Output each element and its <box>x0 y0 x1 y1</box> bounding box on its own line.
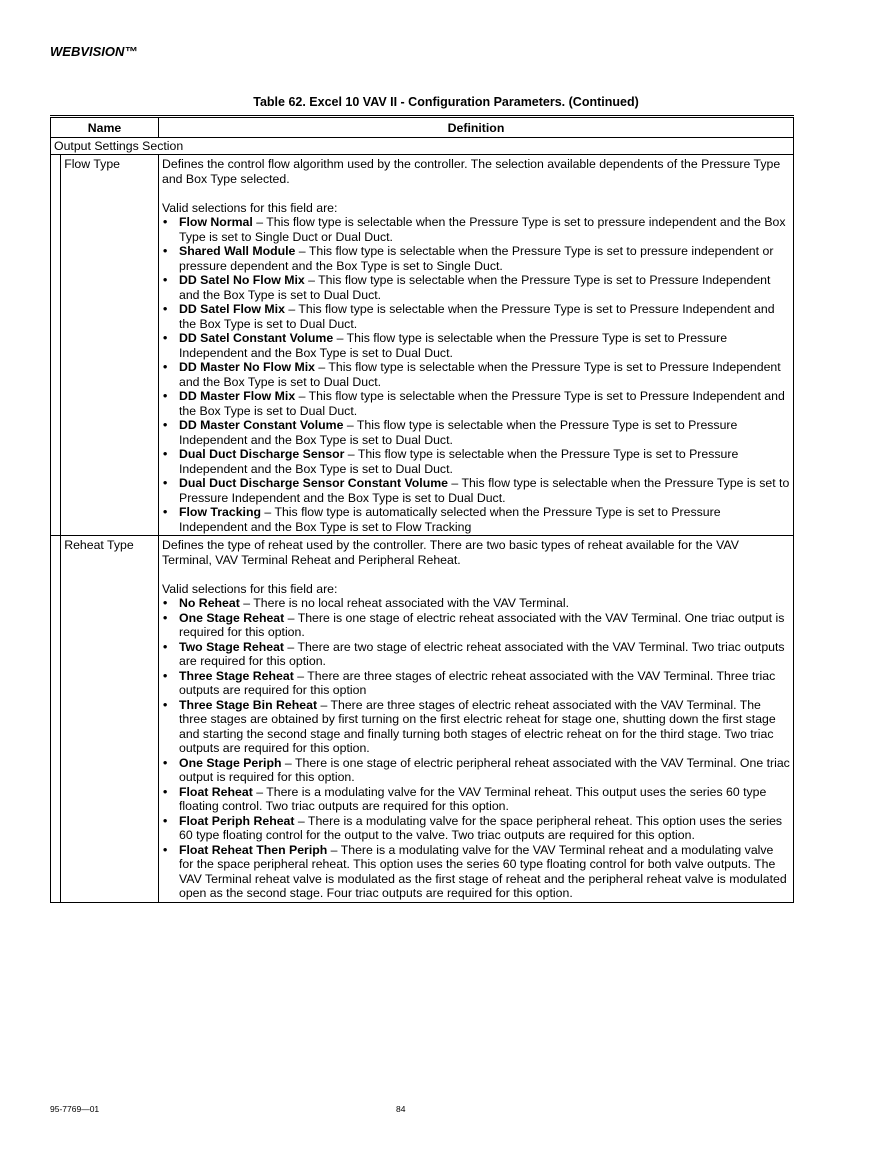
footer-page-number: 84 <box>396 1104 406 1114</box>
option-text: – This flow type is selectable when the Pressure Type is set to Pressure Independent and the Box Type is set to Dual Duct. <box>179 447 739 476</box>
option-text: – This flow type is selectable when the Pressure Type is set to Pressure Independent and the Box Type is set to Dual Duct. <box>179 302 775 331</box>
option-term: One Stage Reheat <box>179 610 285 625</box>
column-header-definition: Definition <box>159 117 794 138</box>
option-term: One Stage Periph <box>179 755 282 770</box>
option-text: – This flow type is selectable when the Pressure Type is set to pressure independent or pressure dependent and the Box Type is set to Single Duct. <box>179 244 774 273</box>
list-item: • Dual Duct Discharge Sensor – This flow type is selectable when the Pressure Type is set to Pressure Independent and the Box Type is set to Dual Duct. <box>163 447 739 476</box>
section-row <box>51 137 794 155</box>
list-item: • No Reheat – There is no local reheat associated with the VAV Terminal. <box>163 596 570 610</box>
option-term: DD Satel No Flow Mix <box>179 273 305 287</box>
definition-description: Defines the type of reheat used by the controller. There are two basic types of reheat available for the VAV Terminal, VAV Terminal Reheat and Peripheral Reheat. <box>162 538 739 567</box>
option-text: – This flow type is selectable when the Pressure Type is set to Pressure Independent and the Box Type is set to Dual Duct. <box>179 476 790 505</box>
option-text: – There is a modulating valve for the space peripheral reheat. This option uses the series 60 type floating control for the output to the valve. Two triac outputs are required for this option. <box>179 813 783 842</box>
option-text: – This flow type is selectable when the Pressure Type is set to Pressure Independent and the Box Type is set to Dual Duct. <box>179 360 781 389</box>
column-header-name: Name <box>51 117 159 138</box>
option-text: – This flow type is selectable when the Pressure Type is set to Pressure Independent and the Box Type is set to Dual Duct. <box>179 389 785 418</box>
section-label: Output Settings Section <box>51 137 794 155</box>
parameter-definition <box>159 155 794 536</box>
list-item: • Float Reheat Then Periph – There is a modulating valve for the VAV Terminal reheat and a modulating valve for the space peripheral reheat. This option uses the series 60 type floating control for both valve outputs. The VAV Terminal reheat valve is modulated as the first stage of reheat and the peripheral reheat valve is modulated open as the second stage. Four triac outputs are required for this option. <box>163 842 787 900</box>
option-text: – There are two stage of electric reheat associated with the VAV Terminal. Two triac outputs are required for this option. <box>179 639 785 668</box>
option-text: – This flow type is automatically selected when the Pressure Type is set to Pressure Independent and the Box Type is set to Flow Tracking <box>179 505 721 534</box>
list-item: • Float Periph Reheat – There is a modulating valve for the space peripheral reheat. This option uses the series 60 type floating control for the output to the valve. Two triac outputs are required for this option. <box>163 813 783 842</box>
parameter-name: Flow Type <box>61 155 159 536</box>
list-item: • Three Stage Bin Reheat – There are three stages of electric reheat associated with the VAV Terminal. The three stages are obtained by first turning on the first electric reheat for stage one, shutting down the first stage and starting the second stage and finally turning both stages of electric reheat on for the third stage. Two triac outputs are required for this option. <box>163 697 776 755</box>
footer-document-number: 95-7769—01 <box>50 1104 100 1114</box>
list-item: • One Stage Periph – There is one stage of electric peripheral reheat associated with the VAV Terminal. One triac output is required for this option. <box>163 755 790 784</box>
table-row <box>51 536 794 903</box>
option-term: DD Satel Flow Mix <box>179 302 285 316</box>
option-term: Float Periph Reheat <box>179 813 295 828</box>
list-item: • DD Master Flow Mix – This flow type is selectable when the Pressure Type is set to Pressure Independent and the Box Type is set to Dual Duct. <box>163 389 785 418</box>
option-term: DD Master Flow Mix <box>179 389 296 403</box>
indent-cell <box>51 536 61 903</box>
option-text: – There is one stage of electric peripheral reheat associated with the VAV Terminal. One triac output is required for this option. <box>179 755 790 784</box>
option-list <box>162 596 790 901</box>
option-text: – This flow type is selectable when the Pressure Type is set to pressure independent and the Box Type is set to Single Duct or Dual Duct. <box>179 215 786 244</box>
list-item: • DD Master No Flow Mix – This flow type is selectable when the Pressure Type is set to Pressure Independent and the Box Type is set to Dual Duct. <box>163 360 781 389</box>
definition-description: Defines the control flow algorithm used by the controller. The selection available dependents of the Pressure Type and Box Type selected. <box>162 157 781 186</box>
table-title: Table 62. Excel 10 VAV II - Configuration Parameters. (Continued) <box>253 95 639 109</box>
option-term: Flow Normal <box>179 215 253 229</box>
list-item: • DD Satel Flow Mix – This flow type is selectable when the Pressure Type is set to Pressure Independent and the Box Type is set to Dual Duct. <box>163 302 775 331</box>
option-term: Three Stage Bin Reheat <box>179 697 318 712</box>
option-term: Float Reheat <box>179 784 253 799</box>
option-text: – There is a modulating valve for the VAV Terminal reheat. This output uses the series 60 type floating control. Two triac outputs are required for this option. <box>179 784 767 813</box>
option-term: Dual Duct Discharge Sensor <box>179 447 345 461</box>
option-text: – There are three stages of electric reheat associated with the VAV Terminal. The three stages are obtained by first turning on the first electric reheat for stage one, shutting down the first stage and starting the second stage and finally turning both stages of electric reheat on for the third stage. Two triac outputs are required for this option. <box>179 697 776 755</box>
list-item: • Two Stage Reheat – There are two stage of electric reheat associated with the VAV Terminal. Two triac outputs are required for this option. <box>163 639 785 668</box>
list-item: • Three Stage Reheat – There are three stages of electric reheat associated with the VAV Terminal. Three triac outputs are required for this option <box>163 668 776 697</box>
option-text: – There is no local reheat associated with the VAV Terminal. <box>239 596 570 610</box>
option-term: Float Reheat Then Periph <box>179 842 328 857</box>
list-item: • Dual Duct Discharge Sensor Constant Volume – This flow type is selectable when the Pressure Type is set to Pressure Independent and the Box Type is set to Dual Duct. <box>163 476 790 505</box>
parameter-name: Reheat Type <box>61 536 159 903</box>
option-text: – There is one stage of electric reheat associated with the VAV Terminal. One triac output is required for this option. <box>179 610 785 639</box>
option-text: – This flow type is selectable when the Pressure Type is set to Pressure Independent and the Box Type is set to Dual Duct. <box>179 418 738 447</box>
option-term: No Reheat <box>179 596 240 610</box>
list-item: • Flow Tracking – This flow type is automatically selected when the Pressure Type is set to Pressure Independent and the Box Type is set to Flow Tracking <box>163 505 721 534</box>
indent-cell <box>51 155 61 536</box>
option-term: Three Stage Reheat <box>179 668 294 683</box>
list-item: • Flow Normal – This flow type is selectable when the Pressure Type is set to pressure independent and the Box Type is set to Single Duct or Dual Duct. <box>163 215 786 244</box>
option-text: – This flow type is selectable when the Pressure Type is set to Pressure Independent and the Box Type is set to Dual Duct. <box>179 273 771 302</box>
option-text: – There is a modulating valve for the VAV Terminal reheat and a modulating valve for the space peripheral reheat. This option uses the series 60 type floating control for both valve outputs. The VAV Terminal reheat valve is modulated as the first stage of reheat and the peripheral reheat valve is modulated open as the second stage. Four triac outputs are required for this option. <box>179 842 787 900</box>
list-item: • One Stage Reheat – There is one stage of electric reheat associated with the VAV Terminal. One triac output is required for this option. <box>163 610 785 639</box>
option-term: Shared Wall Module <box>179 244 296 258</box>
option-text: – This flow type is selectable when the Pressure Type is set to Pressure Independent and the Box Type is set to Dual Duct. <box>179 331 728 360</box>
option-term: Flow Tracking <box>179 505 261 519</box>
option-list <box>162 215 790 534</box>
valid-selections-intro: Valid selections for this field are: <box>162 200 338 215</box>
list-item: • Float Reheat – There is a modulating valve for the VAV Terminal reheat. This output uses the series 60 type floating control. Two triac outputs are required for this option. <box>163 784 767 813</box>
option-term: Dual Duct Discharge Sensor Constant Volume <box>179 476 448 490</box>
list-item: • Shared Wall Module – This flow type is selectable when the Pressure Type is set to pressure independent or pressure dependent and the Box Type is set to Single Duct. <box>163 244 774 273</box>
option-term: DD Master No Flow Mix <box>179 360 315 374</box>
list-item: • DD Satel Constant Volume – This flow type is selectable when the Pressure Type is set to Pressure Independent and the Box Type is set to Dual Duct. <box>163 331 728 360</box>
list-item: • DD Satel No Flow Mix – This flow type is selectable when the Pressure Type is set to Pressure Independent and the Box Type is set to Dual Duct. <box>163 273 771 302</box>
option-term: Two Stage Reheat <box>179 639 284 654</box>
parameter-definition <box>159 536 794 903</box>
option-term: DD Satel Constant Volume <box>179 331 334 345</box>
table-row <box>51 155 794 536</box>
running-header-brand: WEBVISION™ <box>50 44 138 59</box>
option-term: DD Master Constant Volume <box>179 418 344 432</box>
valid-selections-intro: Valid selections for this field are: <box>162 581 338 596</box>
table-header-row <box>51 117 794 138</box>
list-item: • DD Master Constant Volume – This flow type is selectable when the Pressure Type is set to Pressure Independent and the Box Type is set to Dual Duct. <box>163 418 738 447</box>
option-text: – There are three stages of electric reheat associated with the VAV Terminal. Three triac outputs are required for this option <box>179 668 776 697</box>
configuration-parameters-table <box>50 115 794 903</box>
